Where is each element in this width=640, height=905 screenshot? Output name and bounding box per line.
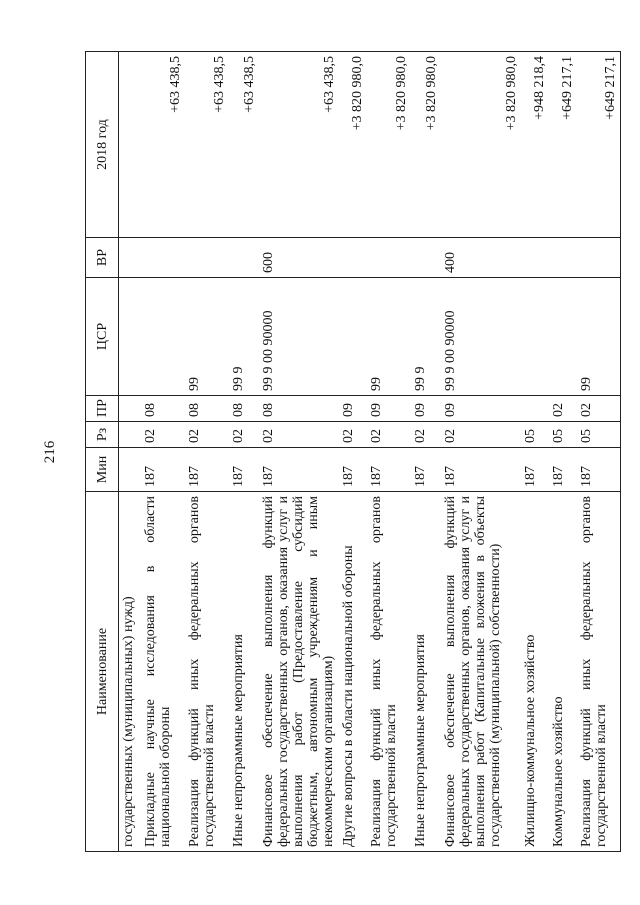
table-row [367,52,411,852]
row-amount-cell: +3 820 980,0 [441,52,521,238]
row-vr-cell [577,238,621,278]
row-csr-cell: 99 [185,278,229,396]
row-min-cell: 187 [367,448,411,492]
table-row [259,52,339,852]
row-rz-cell: 02 [367,422,411,448]
row-csr-cell [141,278,185,396]
row-csr-cell: 99 [577,278,621,396]
table-row [521,52,549,852]
row-min-cell: 187 [441,448,521,492]
row-min-cell: 187 [549,448,577,492]
row-amount-cell [119,52,141,238]
row-pr-cell [119,396,141,422]
row-name-cell: Реализация функций иных федеральных органов государственной власти [367,492,411,852]
row-csr-cell [339,278,367,396]
row-amount-cell: +63 438,5 [229,52,259,238]
header-name: Наименование [86,492,119,852]
row-csr-cell: 99 9 00 90000 [441,278,521,396]
row-rz-cell: 02 [229,422,259,448]
row-pr-cell: 09 [339,396,367,422]
header-csr: ЦСР [86,278,119,396]
row-pr-cell: 08 [185,396,229,422]
row-rz-cell: 05 [549,422,577,448]
header-rz: Рз [86,422,119,448]
header-min: Мин [86,448,119,492]
header-pr: ПР [86,396,119,422]
table-row [411,52,441,852]
table-row [441,52,521,852]
row-rz-cell: 05 [577,422,621,448]
row-name-cell: Реализация функций иных федеральных органов государственной власти [577,492,621,852]
table-row [229,52,259,852]
row-pr-cell: 02 [577,396,621,422]
row-min-cell [119,448,141,492]
row-pr-cell [521,396,549,422]
row-csr-cell [521,278,549,396]
header-year: 2018 год [86,52,119,238]
row-vr-cell [367,238,411,278]
row-csr-cell [119,278,141,396]
row-amount-cell: +3 820 980,0 [367,52,411,238]
table-row [119,52,141,852]
page-number: 216 [42,440,58,464]
row-rz-cell: 02 [185,422,229,448]
row-min-cell: 187 [229,448,259,492]
row-name-cell: Коммунальное хозяйство [549,492,577,852]
row-min-cell: 187 [141,448,185,492]
row-min-cell: 187 [339,448,367,492]
row-rz-cell: 02 [339,422,367,448]
row-csr-cell: 99 9 [411,278,441,396]
row-name-cell: Иные непрограммные мероприятия [229,492,259,852]
row-min-cell: 187 [411,448,441,492]
row-name-cell: Прикладные научные исследования в области национальной обороны [141,492,185,852]
budget-table-sheet [85,52,618,852]
row-name-cell: Жилищно-коммунальное хозяйство [521,492,549,852]
row-csr-cell: 99 9 00 90000 [259,278,339,396]
table-row [549,52,577,852]
table-row [339,52,367,852]
row-csr-cell [549,278,577,396]
row-min-cell: 187 [259,448,339,492]
table-row [577,52,621,852]
row-vr-cell [549,238,577,278]
row-amount-cell: +3 820 980,0 [411,52,441,238]
row-amount-cell: +3 820 980,0 [339,52,367,238]
row-name-cell: Другие вопросы в области национальной обороны [339,492,367,852]
row-amount-cell: +63 438,5 [141,52,185,238]
header-vr: ВР [86,238,119,278]
row-name-cell: Финансовое обеспечение выполнения функций федеральных государственных органов, оказания услуг и выполнения работ (Предоставление субсидий бюджетным, автономным учреждениям и иным некоммерческим организациям) [259,492,339,852]
row-rz-cell [119,422,141,448]
row-rz-cell: 02 [141,422,185,448]
table-header-row [86,52,119,852]
row-min-cell: 187 [185,448,229,492]
row-amount-cell: +63 438,5 [259,52,339,238]
row-min-cell: 187 [577,448,621,492]
row-vr-cell [339,238,367,278]
row-amount-cell: +63 438,5 [185,52,229,238]
row-rz-cell: 02 [441,422,521,448]
row-pr-cell: 08 [141,396,185,422]
row-amount-cell: +649 217,1 [577,52,621,238]
row-name-cell: Финансовое обеспечение выполнения функций федеральных государственных органов, оказания услуг и выполнения работ (Капитальные вложения в объекты государственной (муниципальной) собственности) [441,492,521,852]
row-pr-cell: 09 [411,396,441,422]
row-rz-cell: 02 [411,422,441,448]
row-name-cell: Иные непрограммные мероприятия [411,492,441,852]
row-name-cell: государственных (муниципальных) нужд) [119,492,141,852]
row-pr-cell: 02 [549,396,577,422]
row-rz-cell: 05 [521,422,549,448]
row-amount-cell: +649 217,1 [549,52,577,238]
row-csr-cell: 99 9 [229,278,259,396]
row-vr-cell [141,238,185,278]
row-csr-cell: 99 [367,278,411,396]
row-vr-cell [521,238,549,278]
row-vr-cell: 600 [259,238,339,278]
row-amount-cell: +948 218,4 [521,52,549,238]
row-vr-cell: 400 [441,238,521,278]
row-min-cell: 187 [521,448,549,492]
row-pr-cell: 08 [229,396,259,422]
row-vr-cell [119,238,141,278]
row-pr-cell: 09 [367,396,411,422]
table-body [119,52,621,852]
row-vr-cell [185,238,229,278]
table-row [141,52,185,852]
table-row [185,52,229,852]
row-vr-cell [229,238,259,278]
row-name-cell: Реализация функций иных федеральных органов государственной власти [185,492,229,852]
budget-table [85,51,621,852]
row-vr-cell [411,238,441,278]
row-pr-cell: 08 [259,396,339,422]
row-pr-cell: 09 [441,396,521,422]
row-rz-cell: 02 [259,422,339,448]
